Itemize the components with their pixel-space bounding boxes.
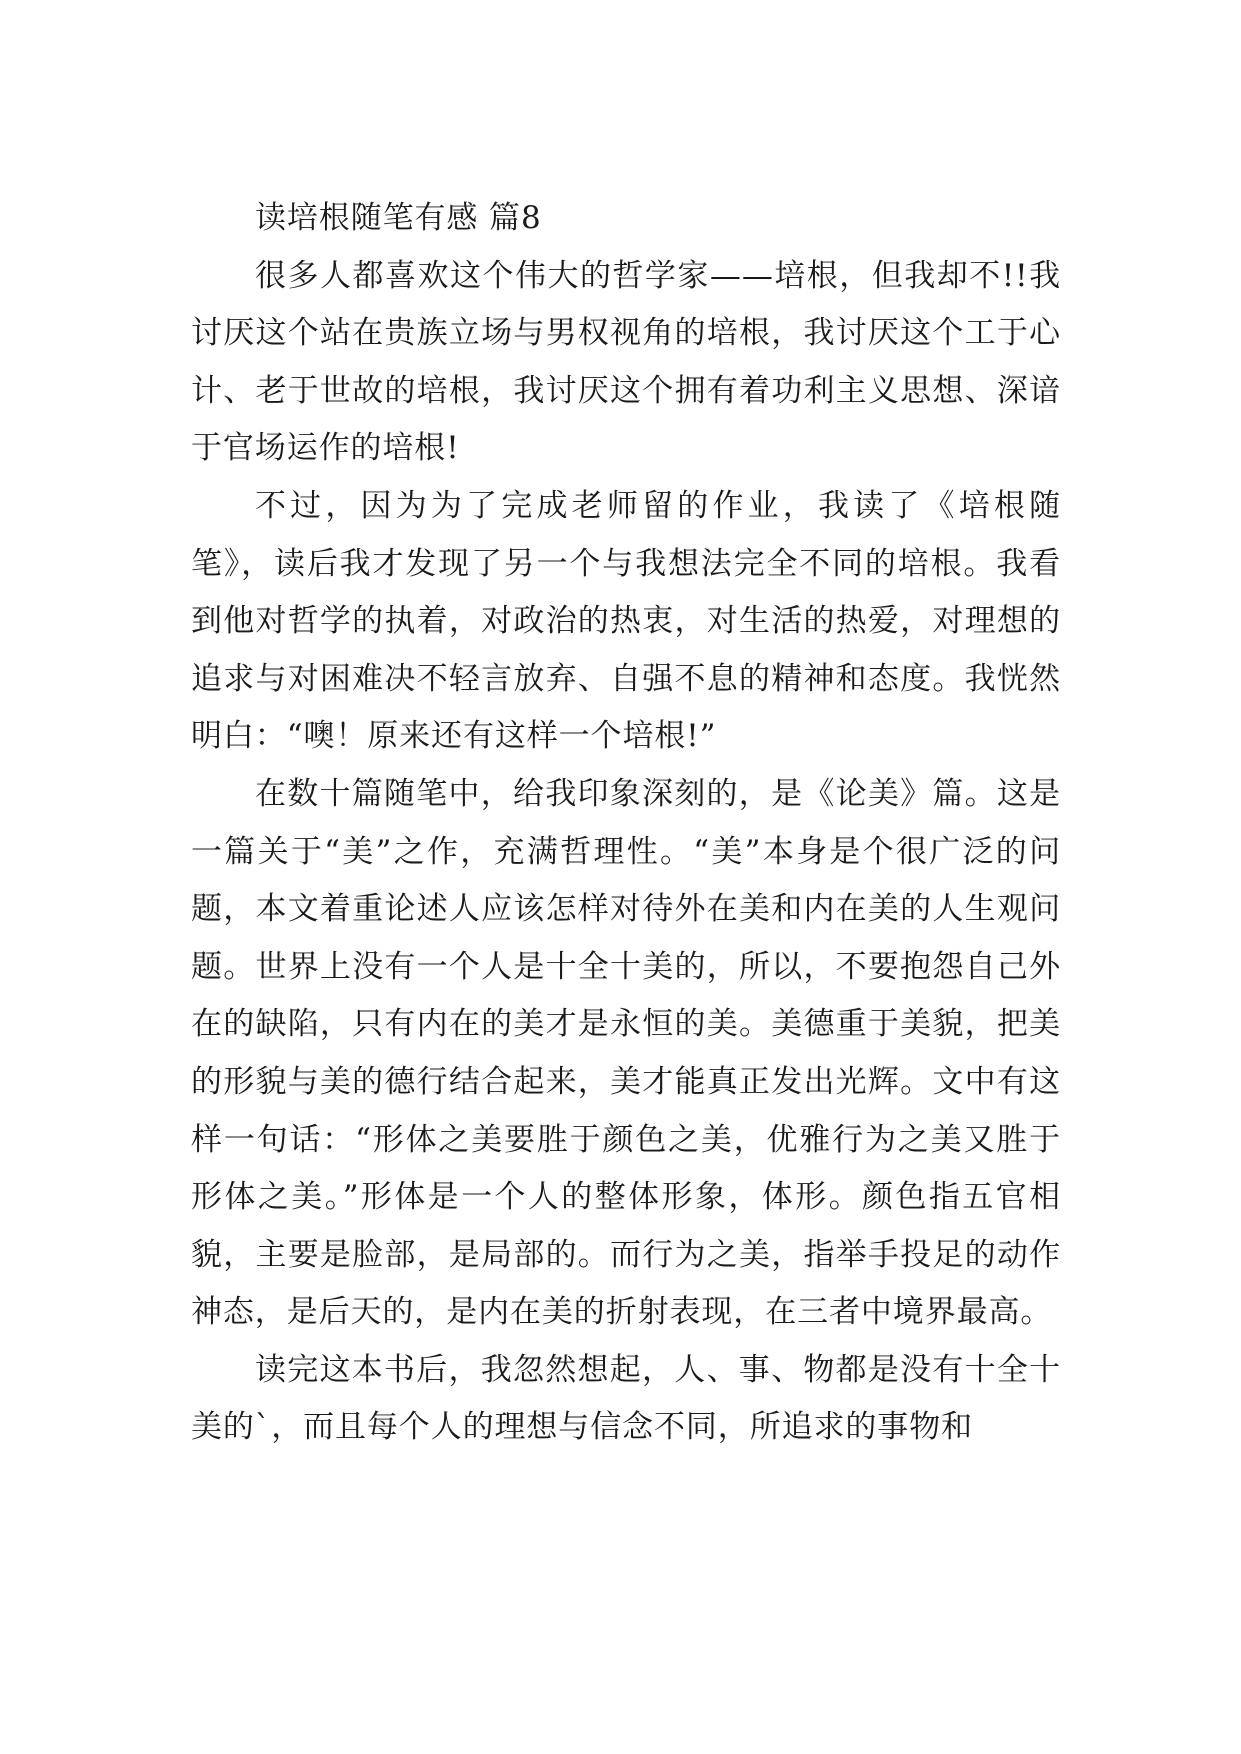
paragraph-3: 在数十篇随笔中，给我印象深刻的，是《论美》篇。这是一篇关于“美”之作，充满哲理性。“美”本身是个很广泛的问题，本文着重论述人应该怎样对待外在美和内在美的人生观问题。世界上没有一个人是十全十美的，所以，不要抱怨自己外在的缺陷，只有内在的美才是永恒的美。美德重于美貌，把美的形貌与美的德行结合起来，美才能真正发出光辉。文中有这样一句话：“形体之美要胜于颜色之美，优雅行为之美又胜于形体之美。”形体是一个人的整体形象，体形。颜色指五官相貌，主要是脸部，是局部的。而行为之美，指举手投足的动作神态，是后天的，是内在美的折射表现，在三者中境界最高。 — [191, 775, 1061, 1331]
document-body — [191, 190, 1061, 1457]
paragraph-1: 很多人都喜欢这个伟大的哲学家——培根，但我却不!!我讨厌这个站在贵族立场与男权视角的培根，我讨厌这个工于心计、老于世故的培根，我讨厌这个拥有着功利主义思想、深谙于官场运作的培根! — [191, 257, 1061, 467]
paragraph-4: 读完这本书后，我忽然想起，人、事、物都是没有十全十美的`，而且每个人的理想与信念不同，所追求的事物和 — [191, 1351, 1061, 1446]
paragraph-2: 不过，因为为了完成老师留的作业，我读了《培根随笔》，读后我才发现了另一个与我想法完全不同的培根。我看到他对哲学的执着，对政治的热衷，对生活的热爱，对理想的追求与对困难决不轻言放弃、自强不息的精神和态度。我恍然明白：“噢！原来还有这样一个培根!” — [191, 487, 1061, 755]
document-title: 读培根随笔有感 篇8 — [255, 200, 542, 236]
